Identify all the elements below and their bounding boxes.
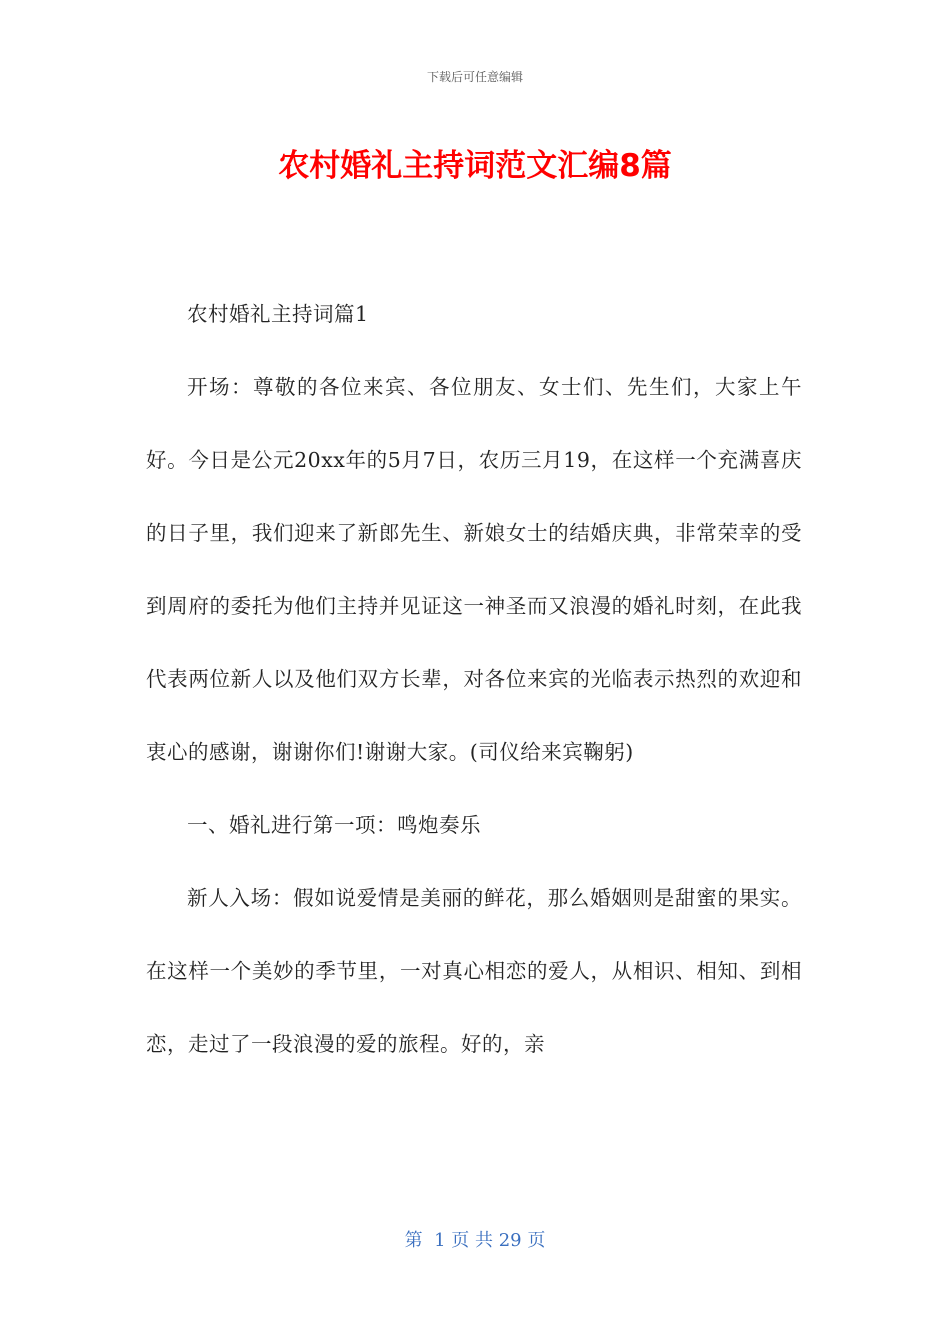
section-heading: 农村婚礼主持词篇1: [187, 302, 369, 326]
page-footer: 第 1 页 共 29 页: [404, 1230, 546, 1251]
document-title: 农村婚礼主持词范文汇编8篇: [278, 148, 672, 184]
body-paragraph: 开场：尊敬的各位来宾、各位朋友、女士们、先生们，大家上午好。今日是公元20xx年的5月7日，农历三月19，在这样一个充满喜庆的日子里，我们迎来了新郎先生、新娘女士的结婚庆典，非常荣幸的受到周府的委托为他们主持并见证这一神圣而又浪漫的婚礼时刻，在此我代表两位新人以及他们双方长辈，对各位来宾的光临表示热烈的欢迎和衷心的感谢，谢谢你们!谢谢大家。(司仪给来宾鞠躬): [146, 375, 802, 764]
section-heading: 一、婚礼进行第一项：鸣炮奏乐: [187, 813, 481, 837]
header-note: 下载后可任意编辑: [426, 70, 523, 84]
document-body: [146, 278, 802, 1081]
body-paragraph: 新人入场：假如说爱情是美丽的鲜花，那么婚姻则是甜蜜的果实。在这样一个美妙的季节里，一对真心相恋的爱人，从相识、相知、到相恋，走过了一段浪漫的爱的旅程。好的，亲: [146, 886, 802, 1056]
